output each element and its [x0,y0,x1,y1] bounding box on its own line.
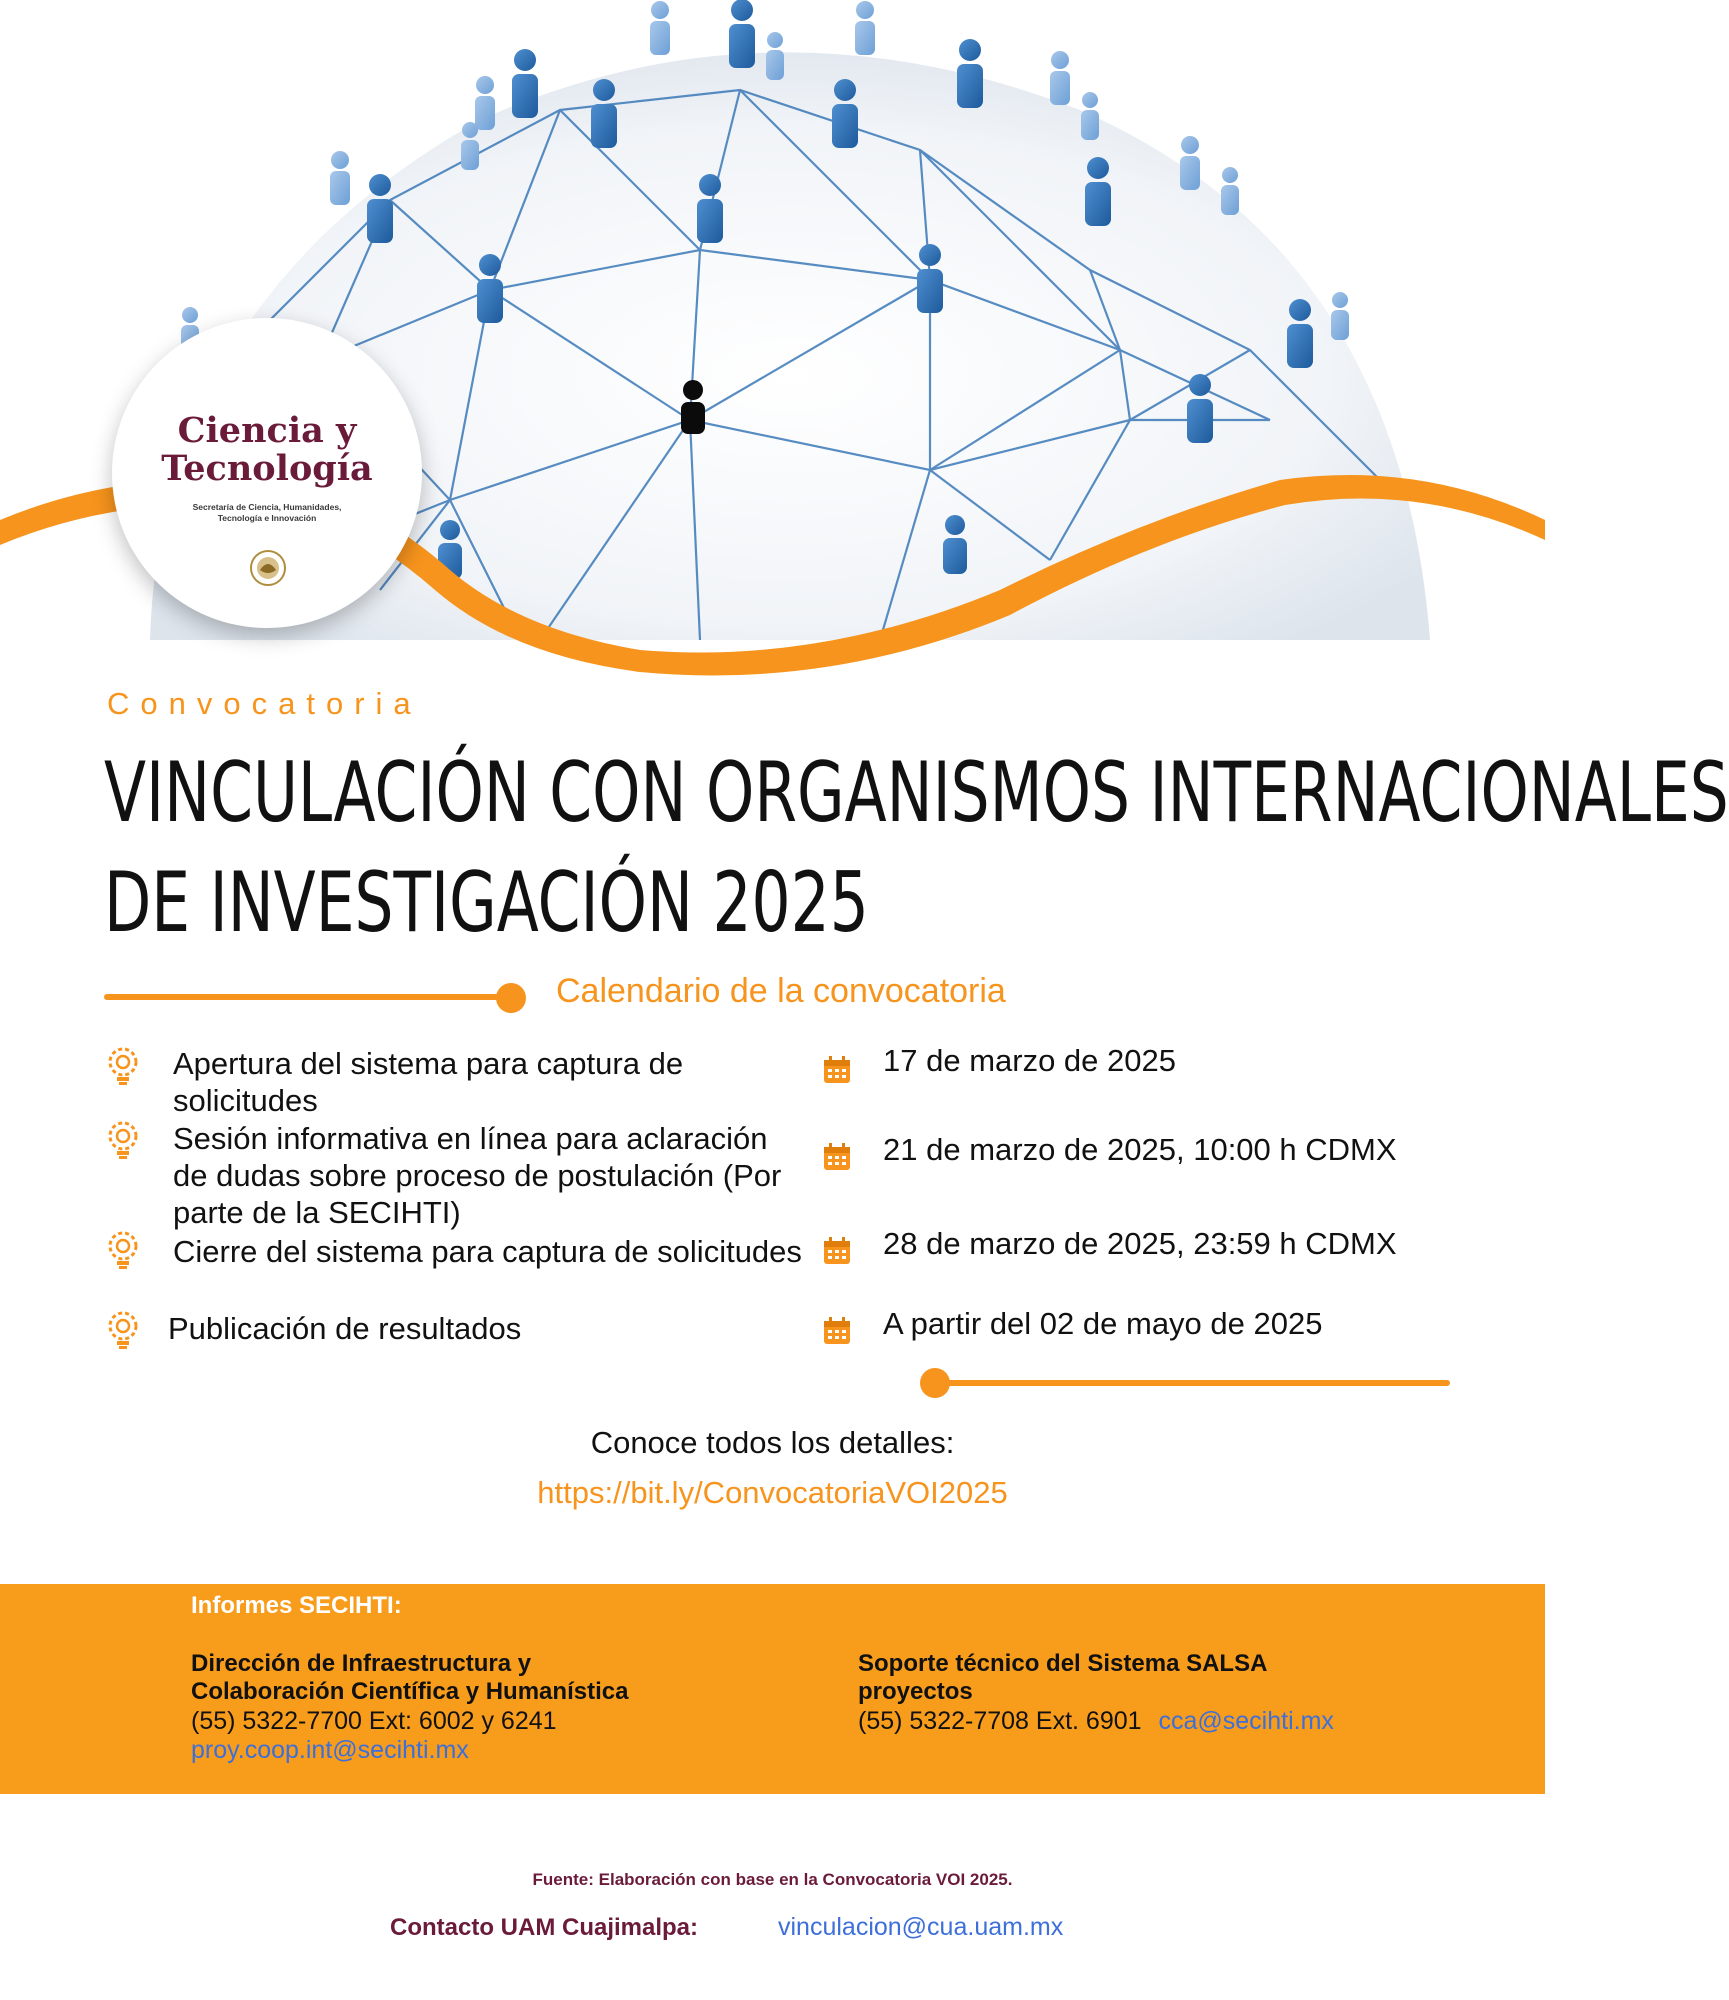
gear-bulb-icon [104,1308,142,1352]
contact-block-left [191,1650,811,1765]
logo-title-line1: Ciencia y [177,410,357,451]
divider-line-left [104,994,504,1000]
calendar-date-2: 21 de marzo de 2025, 10:00 h CDMX [883,1132,1397,1167]
page-title [104,738,1729,958]
page-title-line1: VINCULACIÓN CON ORGANISMOS INTERNACIONALES [104,744,1729,841]
contact-left-phone: (55) 5322-7700 Ext: 6002 y 6241 [191,1707,557,1735]
calendar-heading: Calendario de la convocatoria [556,972,1006,1010]
uam-contact-label: Contacto UAM Cuajimalpa: [390,1914,699,1941]
calendar-date-1: 17 de marzo de 2025 [883,1043,1176,1078]
contact-right-title-line2: proyectos [858,1678,973,1705]
calendar-icon [822,1236,852,1266]
divider-dot-left [496,983,526,1013]
uam-contact-email[interactable]: vinculacion@cua.uam.mx [778,1913,1064,1941]
details-label: Conoce todos los detalles: [590,1425,955,1460]
contact-right-phone: (55) 5322-7708 Ext. 6901 [858,1707,1142,1735]
call-label: Convocatoria [107,686,422,721]
contact-left-title-line2: Colaboración Científica y Humanística [191,1678,629,1705]
calendar-date-3: 28 de marzo de 2025, 23:59 h CDMX [883,1226,1397,1261]
calendar-activity-3: Cierre del sistema para captura de solicitudes [173,1234,802,1269]
logo-subtitle-line1: Secretaría de Ciencia, Humanidades, [192,502,342,512]
calendar-icon [822,1142,852,1172]
calendar-date-4: A partir del 02 de mayo de 2025 [883,1306,1323,1341]
contact-left-title-line1: Dirección de Infraestructura y [191,1650,532,1677]
calendar-activity-4: Publicación de resultados [168,1311,522,1346]
gear-bulb-icon [104,1228,142,1272]
source-note: Fuente: Elaboración con base en la Convocatoria VOI 2025. [532,1870,1013,1889]
calendar-icon [822,1316,852,1346]
info-heading: Informes SECIHTI: [191,1592,402,1619]
logo-subtitle-line2: Tecnología e Innovación [217,513,317,523]
logo-title-line2: Tecnología [161,448,373,489]
gear-bulb-icon [104,1044,142,1088]
details-link[interactable]: https://bit.ly/ConvocatoriaVOI2025 [537,1475,1008,1510]
calendar-activity-2: Sesión informativa en línea para aclaración de dudas sobre proceso de postulación (Por parte de la SECIHTI) [173,1121,782,1230]
contact-right-email[interactable]: cca@secihti.mx [1158,1707,1334,1735]
calendar-activity-1: Apertura del sistema para captura de solicitudes [173,1046,684,1118]
page-title-line2: DE INVESTIGACIÓN 2025 [104,854,869,951]
coat-of-arms-seal-icon [250,548,286,588]
contact-right-phone-row [858,1706,1498,1736]
logo-title [112,412,422,488]
calendar-icon [822,1055,852,1085]
gear-bulb-icon [104,1118,142,1162]
logo-subtitle [112,502,422,524]
contact-left-email[interactable]: proy.coop.int@secihti.mx [191,1736,469,1764]
contact-block-right [858,1650,1498,1736]
contact-right-title-line1: Soporte técnico del Sistema SALSA [858,1650,1268,1677]
divider-line-right [935,1380,1450,1386]
